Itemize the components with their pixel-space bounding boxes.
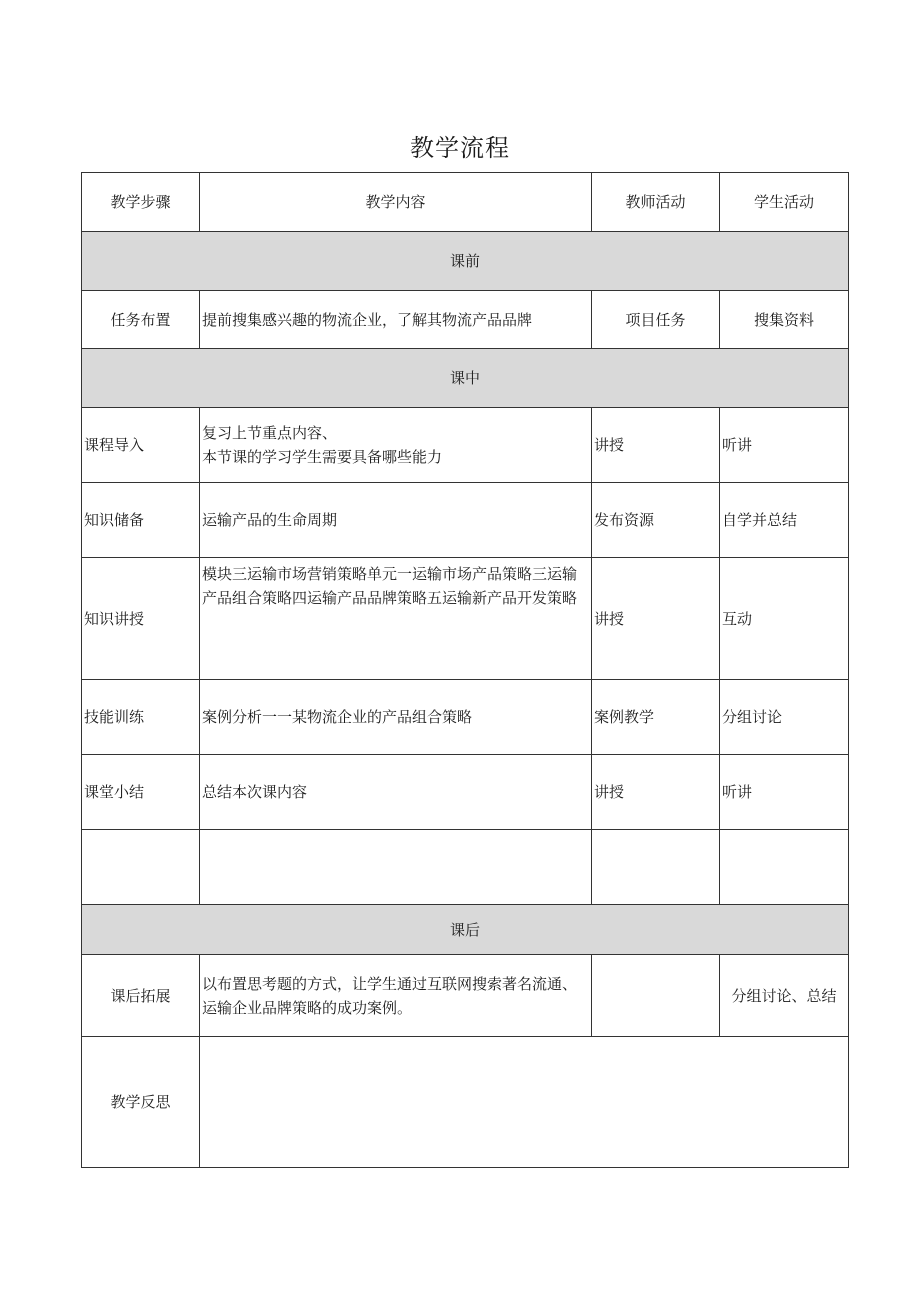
- empty-row: [82, 830, 849, 905]
- header-teacher: 教师活动: [592, 173, 720, 232]
- content-cell: 案例分析一一某物流企业的产品组合策略: [200, 680, 592, 755]
- section-row-post: [82, 905, 849, 955]
- header-step: 教学步骤: [82, 173, 200, 232]
- section-row-pre: [82, 232, 849, 291]
- page-title: 教学流程: [410, 134, 510, 162]
- content-cell: 复习上节重点内容、 本节课的学习学生需要具备哪些能力: [200, 408, 592, 483]
- step-cell: 任务布置: [82, 291, 200, 349]
- reflection-row: [82, 1037, 849, 1168]
- teacher-cell: 发布资源: [592, 483, 720, 558]
- empty-cell: [200, 830, 592, 905]
- step-cell: 知识讲授: [82, 558, 200, 680]
- section-post-label: 课后: [82, 905, 849, 955]
- teacher-cell: 项目任务: [592, 291, 720, 349]
- section-row-mid: [82, 349, 849, 408]
- table-row: [82, 558, 849, 680]
- teacher-cell: [592, 955, 720, 1037]
- student-cell: 分组讨论、总结: [720, 955, 849, 1037]
- empty-cell: [82, 830, 200, 905]
- header-content: 教学内容: [200, 173, 592, 232]
- header-student: 学生活动: [720, 173, 849, 232]
- empty-cell: [720, 830, 849, 905]
- step-cell: 课程导入: [82, 408, 200, 483]
- content-cell: 运输产品的生命周期: [200, 483, 592, 558]
- teaching-flow-table: [81, 172, 849, 1168]
- step-cell: 课堂小结: [82, 755, 200, 830]
- content-cell: 以布置思考题的方式，让学生通过互联网搜索著名流通、运输企业品牌策略的成功案例。: [200, 955, 592, 1037]
- reflection-content: [200, 1037, 849, 1168]
- teacher-cell: 讲授: [592, 408, 720, 483]
- student-cell: 听讲: [720, 408, 849, 483]
- step-cell: 课后拓展: [82, 955, 200, 1037]
- section-mid-label: 课中: [82, 349, 849, 408]
- student-cell: 听讲: [720, 755, 849, 830]
- reflection-label: 教学反思: [82, 1037, 200, 1168]
- content-cell: 提前搜集感兴趣的物流企业，了解其物流产品品牌: [200, 291, 592, 349]
- header-row: [82, 173, 849, 232]
- step-cell: 知识储备: [82, 483, 200, 558]
- empty-cell: [592, 830, 720, 905]
- student-cell: 搜集资料: [720, 291, 849, 349]
- teacher-cell: 讲授: [592, 755, 720, 830]
- table-row: [82, 755, 849, 830]
- table-row: [82, 408, 849, 483]
- content-cell: 总结本次课内容: [200, 755, 592, 830]
- table-row: [82, 955, 849, 1037]
- teacher-cell: 案例教学: [592, 680, 720, 755]
- section-pre-label: 课前: [82, 232, 849, 291]
- student-cell: 分组讨论: [720, 680, 849, 755]
- student-cell: 自学并总结: [720, 483, 849, 558]
- student-cell: 互动: [720, 558, 849, 680]
- table-row: [82, 291, 849, 349]
- table-row: [82, 483, 849, 558]
- table-row: [82, 680, 849, 755]
- step-cell: 技能训练: [82, 680, 200, 755]
- content-cell: 模块三运输市场营销策略单元一运输市场产品策略三运输产品组合策略四运输产品品牌策略五运输新产品开发策略: [200, 558, 592, 680]
- teacher-cell: 讲授: [592, 558, 720, 680]
